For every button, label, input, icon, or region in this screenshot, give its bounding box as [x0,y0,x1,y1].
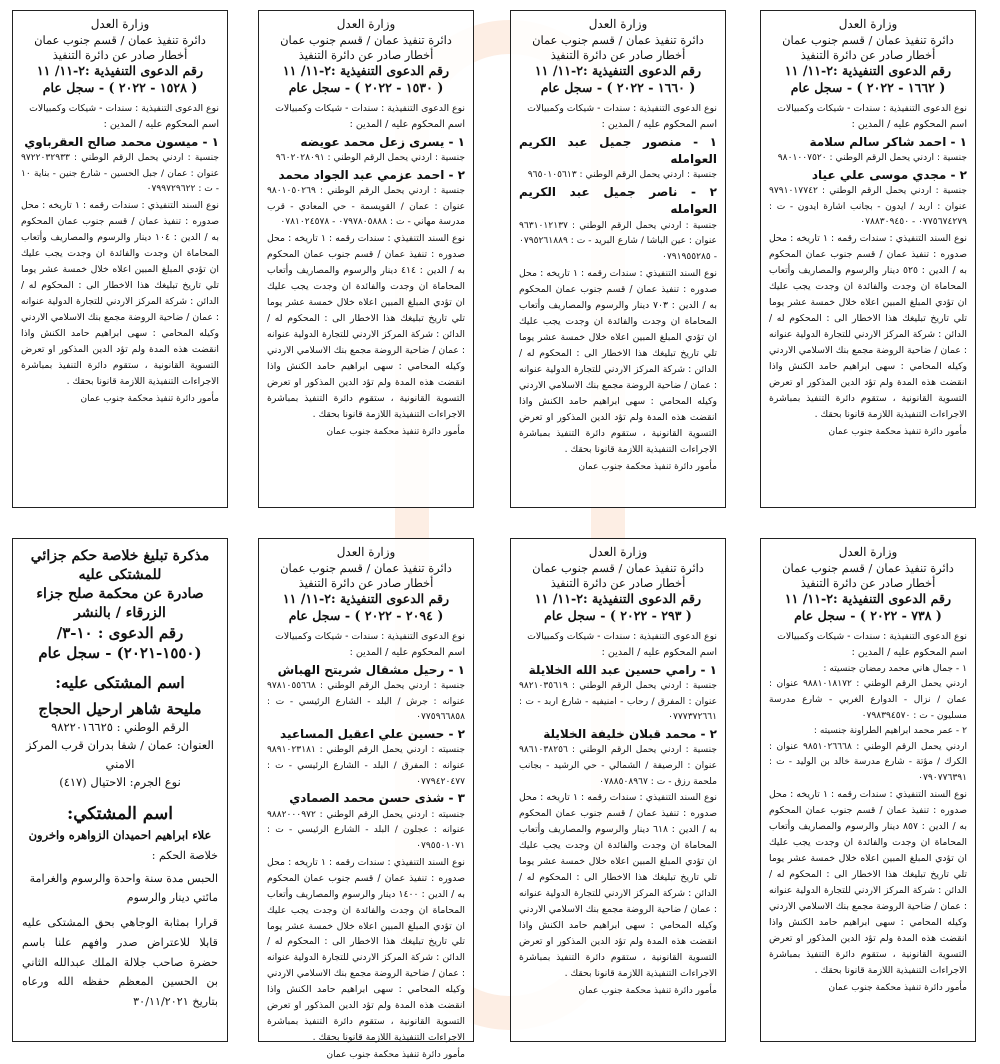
issued-by: أخطار صادر عن دائرة التنفيذ [800,47,936,62]
debtor-label: اسم المحكوم عليه / المدين : [851,647,967,659]
ministry-title: وزارة العدل [588,545,648,559]
case-label: رقم الدعوى التنفيذية :٢-١١/ ١١ [784,590,952,606]
complainant-heading: اسم المشتكي: [66,803,174,824]
issued-by: أخطار صادر عن دائرة التنفيذ [550,47,686,62]
debtor-name: ١ - منصور جميل عبد الكريم العوامله [519,134,717,167]
case-type: نوع الدعوى التنفيذية : سندات - شيكات وكمبيالات [275,631,465,643]
case-type: نوع الدعوى التنفيذية : سندات - شيكات وكمبيالات [527,631,717,643]
issued-by: أخطار صادر عن دائرة التنفيذ [52,47,188,62]
case-number: ( ٢٩٣ - ٢٠٢٢ ) - سجل عام [544,607,692,623]
debtor-info: جنسية : اردني يحمل الرقم الوطني : ٩٧٩١٠١٧٧٤٢ عنوان : اربد / ايدون - بجانب اشارة ايدون - ت : ٠٧٧٥٦٧٤٢٧٩ - ٠٧٨٨٣٠٩٤٥٠ [769,186,967,228]
issued-by: أخطار صادر عن دائرة التنفيذ [800,575,936,590]
debtor-info: جنسيته : اردني يحمل الرقم الوطني : ٩٨٨٢٠٠٠٩٧٢ عنوانه : عجلون / البلد - الشارع الرئيسي - ت : ٠٧٩٥٥٠١٠٧١ [267,809,465,851]
signature: مأمور دائرة تنفيذ محكمة جنوب عمان [326,1050,465,1061]
notice-header [267,545,465,624]
debtor-name: ٢ - محمد قبلان خليفة الخلايلة [543,726,717,741]
notice-body: نوع السند التنفيذي : سندات رقمه : ١ تاريخه : محل صدوره : تنفيذ عمان / قسم جنوب عمان المحكوم به / الدين : ١٠٤ دينار والرسوم والمصاريف وأتعاب المحاماة ان وجدت والفائدة ان وجدت يجب عليك ان تؤدي المبلغ المبين اعلاه خلال خمسة عشر يوما تلي تاريخ تبليغك هذا الاخطار الى : المحكوم له / الدائن : شركة المركز الاردني للتجارة الدولية عنوانه : عمان / ضاحية الروضة مجمع بنك الاسلامي الاردني وكيله المحامي : سهى ابراهيم حامد الكنش واذا انقضت هذه المدة ولم تؤد الدين المذكور او تعرض التسوية القانونية ، ستقوم دائرة التنفيذ بمباشرة الاجراءات التنفيذية اللازمة قانونا بحقك . [21,199,219,387]
department: دائرة تنفيذ عمان / قسم جنوب عمان [532,32,704,47]
debtor-name: ٢ - عمر محمد ابراهيم الطراونة جنسيته : [813,726,967,737]
notice-header [267,17,465,96]
case-type: نوع الدعوى التنفيذية : سندات - شيكات وكمبيالات [777,103,967,115]
notice-body: نوع السند التنفيذي : سندات رقمه : ١ تاريخه : محل صدوره : تنفيذ عمان / قسم جنوب عمان المحكوم به / الدين : ٧٠٣ دينار والرسوم والمصاريف وأتعاب المحاماة ان وجدت والفائدة ان وجدت يجب عليك ان تؤدي المبلغ المبين اعلاه خلال خمسة عشر يوما تلي تاريخ تبليغك هذا الاخطار الى : المحكوم له / الدائن : شركة المركز الاردني للتجارة الدولية عنوانه : عمان / ضاحية الروضة مجمع بنك الاسلامي الاردني وكيله المحامي : سهى ابراهيم حامد الكنش واذا انقضت هذه المدة ولم تؤد الدين المذكور او تعرض التسوية القانونية ، ستقوم دائرة التنفيذ بمباشرة الاجراءات التنفيذية اللازمة قانونا بحقك . [519,267,717,455]
debtor-info: جنسية : اردني يحمل الرقم الوطني : ٩٧٢٢٠٣٢٩٣٣ عنوان : عمان / جبل الحسين - شارع جنين - بناية ١٠ - ت : ٠٧٩٩٧٢٩٦٢٢ [21,153,219,195]
debtor-info: جنسية : اردني يحمل الرقم الوطني : ٩٦٠٢٠٢٨٠٩١ [275,153,465,164]
department: دائرة تنفيذ عمان / قسم جنوب عمان [280,560,452,575]
notice-header [769,17,967,96]
signature: مأمور دائرة تنفيذ محكمة جنوب عمان [578,461,717,472]
debtor-info: جنسية : اردني يحمل الرقم الوطني : ٩٨٦١٠٣٨٢٥٦ عنوان : الرصيفة / الشمالي - حي الرشيد - بجانب ملحمة رزق - ت : ٠٧٨٨٥٠٨٩٦٧ [519,745,717,787]
debtor-info: جنسية : اردني يحمل الرقم الوطني : ٩٦٥٠١٠٥٦١٣ [527,170,717,181]
department: دائرة تنفيذ عمان / قسم جنوب عمان [782,560,954,575]
notice-4 [12,10,228,508]
notice-body: نوع السند التنفيذي : سندات رقمه : ١ تاريخه : محل صدوره : تنفيذ عمان / قسم جنوب عمان المحكوم به / الدين : ٥٢٥ دينار والرسوم والمصاريف وأتعاب المحاماة ان وجدت والفائدة ان وجدت يجب عليك ان تؤدي المبلغ المبين اعلاه خلال خمسة عشر يوما تلي تاريخ تبليغك هذا الاخطار الى : المحكوم له / الدائن : شركة المركز الاردني للتجارة الدولية عنوانه : عمان / ضاحية الروضة مجمع بنك الاسلامي الاردني وكيله المحامي : سهى ابراهيم حامد الكنش واذا انقضت هذه المدة ولم تؤد الدين المذكور او تعرض التسوية القانونية ، ستقوم دائرة التنفيذ بمباشرة الاجراءات التنفيذية اللازمة قانونا بحقك . [769,232,967,420]
debtor-name: ٢ - حسين علي اعقيل المساعيد [280,726,465,741]
department: دائرة تنفيذ عمان / قسم جنوب عمان [280,32,452,47]
debtor-name: ٣ - شذى حسن محمد الصمادي [289,791,465,806]
debtor-name: ١ - احمد شاكر سالم سلامة [809,134,967,149]
debtor-info: جنسية : اردني يحمل الرقم الوطني : ٩٨٠١٠٥٠٢٦٩ عنوان : عمان / القويسمة - حي المعادي - قرب مدرسة مهاني - ت : ٠٧٩٧٨٠٥٨٨٨ - ٠٧٨١٠٢٤٥٧٨ [267,186,465,228]
case-number: ( ١٦٦٠ - ٢٠٢٢ ) - سجل عام [540,79,696,95]
debtor-name: ١ - رحيل مشقال شريتح الهباش [277,662,465,677]
crime-type: نوع الجرم: الاحتيال (٤١٧) [59,775,181,790]
notice-header [519,545,717,624]
notice-body: نوع السند التنفيذي : سندات رقمه : ١ تاريخه : محل صدوره : تنفيذ عمان / قسم جنوب عمان المحكوم به / الدين : ٨٥٧ دينار والرسوم والمصاريف وأتعاب المحاماة ان وجدت والفائدة ان وجدت يجب عليك ان تؤدي المبلغ المبين اعلاه خلال خمسة عشر يوما تلي تاريخ تبليغك هذا الاخطار الى : المحكوم له / الدائن : شركة المركز الاردني للتجارة الدولية عنوانه : عمان / ضاحية الروضة مجمع بنك الاسلامي الاردني وكيله المحامي : سهى ابراهيم حامد الكنش واذا انقضت هذه المدة ولم تؤد الدين المذكور او تعرض التسوية القانونية ، ستقوم دائرة التنفيذ بمباشرة الاجراءات التنفيذية اللازمة قانونا بحقك . [769,788,967,976]
debtor-info: اردني يحمل الرقم الوطني : ٩٨٨١٠١٨١٧٢ عنوان : عمان / نزال - الدوارع الغربي - شارع مدرسة مسليون - ت : ٠٧٩٨٣٩٤٥٧٠ [769,679,967,721]
signature: مأمور دائرة تنفيذ محكمة جنوب عمان [326,426,465,437]
case-number: ( ١٥٢٨ - ٢٠٢٢ ) - سجل عام [42,79,198,95]
debtor-info: جنسية : اردني يحمل الرقم الوطني : ٩٧٨١٠٥٥٦٦٨ عنوانه : جرش / البلد - الشارع الرئيسي - ت : ٠٧٧٥٩٦٦٨٥٨ [267,681,465,723]
debtor-info: اردني يحمل الرقم الوطني : ٩٨٥١٠٢٦٦٦٨ عنوان : الكرك / مؤتة - شارع مدرسة خالد بن الوليد - ت : ٠٧٩٠٧٧٦٣٩١ [769,741,967,784]
case-type: نوع الدعوى التنفيذية : سندات - شيكات وكمبيالات [275,103,465,115]
ministry-title: وزارة العدل [838,17,898,31]
debtor-name: ١ - ميسون محمد صالح العقرباوي [24,134,219,149]
signature: مأمور دائرة تنفيذ محكمة جنوب عمان [828,982,967,993]
notice-header [21,17,219,96]
case-number: ( ٧٣٨ - ٢٠٢٢ ) - سجل عام [794,607,942,623]
debtor-info: جنسية : اردني يحمل الرقم الوطني : ٩٦٣١٠١٢١٣٧ عنوان : عين الباشا / شارع البريد - ت : ٠٧٩٥٢٦١٨٨٩ - ٠٧٩١٩٥٥٢٨٥ [519,220,717,263]
department: دائرة تنفيذ عمان / قسم جنوب عمان [34,32,206,47]
verdict-notice [12,538,228,1042]
debtor-info: جنسية : اردني يحمل الرقم الوطني : ٩٨٢١٠٣٥٦١٩ عنوان : المفرق / رحاب - امنيفيه - شارع اربد - ت : ٠٧٧٧٣٧٢٦٦١ [519,681,717,723]
debtor-label: اسم المحكوم عليه / المدين : [851,119,967,131]
notice-body: نوع السند التنفيذي : سندات رقمه : ١ تاريخه : محل صدوره : تنفيذ عمان / قسم جنوب عمان المحكوم به / الدين : ٦١٨ دينار والرسوم والمصاريف وأتعاب المحاماة ان وجدت والفائدة ان وجدت يجب عليك ان تؤدي المبلغ المبين اعلاه خلال خمسة عشر يوما تلي تاريخ تبليغك هذا الاخطار الى : المحكوم له / الدائن : شركة المركز الاردني للتجارة الدولية عنوانه : عمان / ضاحية الروضة مجمع بنك الاسلامي الاردني وكيله المحامي : سهى ابراهيم حامد الكنش واذا انقضت هذه المدة ولم تؤد الدين المذكور او تعرض التسوية القانونية ، ستقوم دائرة التنفيذ بمباشرة الاجراءات التنفيذية اللازمة قانونا بحقك . [519,792,717,980]
issued-by: أخطار صادر عن دائرة التنفيذ [298,575,434,590]
debtor-label: اسم المحكوم عليه / المدين : [601,647,717,659]
department: دائرة تنفيذ عمان / قسم جنوب عمان [532,560,704,575]
case-type: نوع الدعوى التنفيذية : سندات - شيكات وكمبيالات [777,631,967,643]
ministry-title: وزارة العدل [336,17,396,31]
verdict-final-text: قرارا بمثابة الوجاهي بحق المشتكى عليه قابلا للاعتراض صدر وافهم علنا باسم حضرة صاحب جلالة الملك عبدالله الثاني بن الحسين المعظم حفظه الله ورعاه بتاريخ ٣٠/١١/٢٠٢١ [22,916,218,1008]
complainant-name: علاء ابراهيم احميدان الزواهره واخرون [28,827,212,842]
notice-body: نوع السند التنفيذي : سندات رقمه : ١ تاريخه : محل صدوره : تنفيذ عمان / قسم جنوب عمان المحكوم به / الدين : ٤١٤ دينار والرسوم والمصاريف وأتعاب المحاماة ان وجدت والفائدة ان وجدت يجب عليك ان تؤدي المبلغ المبين اعلاه خلال خمسة عشر يوما تلي تاريخ تبليغك هذا الاخطار الى : المحكوم له / الدائن : شركة المركز الاردني للتجارة الدولية عنوانه : عمان / ضاحية الروضة مجمع بنك الاسلامي الاردني وكيله المحامي : سهى ابراهيم حامد الكنش واذا انقضت هذه المدة ولم تؤد الدين المذكور او تعرض التسوية القانونية ، ستقوم دائرة التنفيذ بمباشرة الاجراءات التنفيذية اللازمة قانونا بحقك . [267,232,465,420]
signature: مأمور دائرة تنفيذ محكمة جنوب عمان [578,986,717,997]
notice-7 [258,538,474,1061]
debtor-name: ٢ - ناصر جميل عبد الكريم العوامله [519,185,717,217]
debtor-label: اسم المحكوم عليه / المدين : [349,119,465,131]
case-label: رقم الدعوى التنفيذية :٢-١١/ ١١ [36,62,204,78]
case-label: رقم الدعوى التنفيذية :٢-١١/ ١١ [282,590,450,606]
debtor-label: اسم المحكوم عليه / المدين : [349,647,465,659]
debtor-name: ١ - يسرى زعل محمد عويضه [300,134,465,149]
verdict-court: صادرة عن محكمة صلح جزاء الزرقاء / بالنشر [36,585,204,621]
defendant-address: العنوان: عمان / شفا بدران قرب المركز الامني [25,738,214,771]
case-label: رقم الدعوى التنفيذية :٢-١١/ ١١ [534,590,702,606]
case-number: ( ١٥٣٠ - ٢٠٢٢ ) - سجل عام [288,79,444,95]
ministry-title: وزارة العدل [90,17,150,31]
case-number: ( ٢٠٩٤ - ٢٠٢٢ ) - سجل عام [288,607,444,623]
case-type: نوع الدعوى التنفيذية : سندات - شيكات وكمبيالات [527,103,717,115]
debtor-name: ١ - جمال هاني محمد رمضان جنسيته : [823,663,967,674]
notice-2 [510,10,726,508]
notice-header [769,545,967,624]
case-label: رقم الدعوى التنفيذية :٢-١١/ ١١ [784,62,952,78]
notice-1 [760,10,976,508]
debtor-info: جنسيته : اردني يحمل الرقم الوطني : ٩٨٩١٠٢٣١٨١ عنوانه : المفرق / البلد - الشارع الرئيسي - ت : ٠٧٧٩٤٢٠٤٧٧ [267,745,465,787]
debtor-info: جنسية : اردني يحمل الرقم الوطني : ٩٨٠١٠٠٧٥٢٠ [777,153,967,164]
issued-by: أخطار صادر عن دائرة التنفيذ [550,575,686,590]
summary-text: الحبس مدة سنة واحدة والرسوم والغرامة مائتي دينار والرسوم [29,871,218,905]
notice-body: نوع السند التنفيذي : سندات رقمه : ١ تاريخه : محل صدوره : تنفيذ عمان / قسم جنوب عمان المحكوم به / الدين : ١٤٠٠ دينار والرسوم والمصاريف وأتعاب المحاماة ان وجدت والفائدة ان وجدت يجب عليك ان تؤدي المبلغ المبين اعلاه خلال خمسة عشر يوما تلي تاريخ تبليغك هذا الاخطار الى : المحكوم له / الدائن : شركة المركز الاردني للتجارة الدولية عنوانه : عمان / ضاحية الروضة مجمع بنك الاسلامي الاردني وكيله المحامي : سهى ابراهيم حامد الكنش واذا انقضت هذه المدة ولم تؤد الدين المذكور او تعرض التسوية القانونية ، ستقوم دائرة التنفيذ بمباشرة الاجراءات التنفيذية اللازمة قانونا بحقك . [267,856,465,1044]
notice-5 [760,538,976,1042]
verdict-case-number: رقم الدعوى : ١٠-٣/ (١٥٥٠-٢٠٢١) - سجل عام [38,623,202,662]
debtor-label: اسم المحكوم عليه / المدين : [103,119,219,131]
signature: مأمور دائرة تنفيذ محكمة جنوب عمان [828,426,967,437]
national-id: الرقم الوطني : ٩٨٢٢٠١٦٦٢٥ [51,720,189,735]
case-label: رقم الدعوى التنفيذية :٢-١١/ ١١ [534,62,702,78]
debtor-label: اسم المحكوم عليه / المدين : [601,119,717,131]
ministry-title: وزارة العدل [336,545,396,559]
signature: مأمور دائرة تنفيذ محكمة جنوب عمان [80,393,219,404]
summary-label: خلاصة الحكم : [151,848,218,862]
issued-by: أخطار صادر عن دائرة التنفيذ [298,47,434,62]
defendant-name: مليحة شاهر ارحيل الحجاج [38,700,202,719]
debtor-name: ١ - رامي حسين عبد الله الخلايلة [528,662,717,677]
verdict-title: مذكرة تبليغ خلاصة حكم جزائي للمشتكى عليه [30,548,210,583]
case-number: ( ١٦٦٢ - ٢٠٢٢ ) - سجل عام [790,79,946,95]
department: دائرة تنفيذ عمان / قسم جنوب عمان [782,32,954,47]
ministry-title: وزارة العدل [588,17,648,31]
case-label: رقم الدعوى التنفيذية :٢-١١/ ١١ [282,62,450,78]
notice-6 [510,538,726,1042]
case-type: نوع الدعوى التنفيذية : سندات - شيكات وكمبيالات [29,103,219,115]
defendant-heading: اسم المشتكى عليه: [55,673,185,693]
notice-header [519,17,717,96]
debtor-name: ٢ - مجدي موسى علي عياد [811,167,967,182]
debtor-name: ٢ - احمد عزمي عبد الجواد محمد [278,167,465,182]
ministry-title: وزارة العدل [838,545,898,559]
notice-3 [258,10,474,508]
